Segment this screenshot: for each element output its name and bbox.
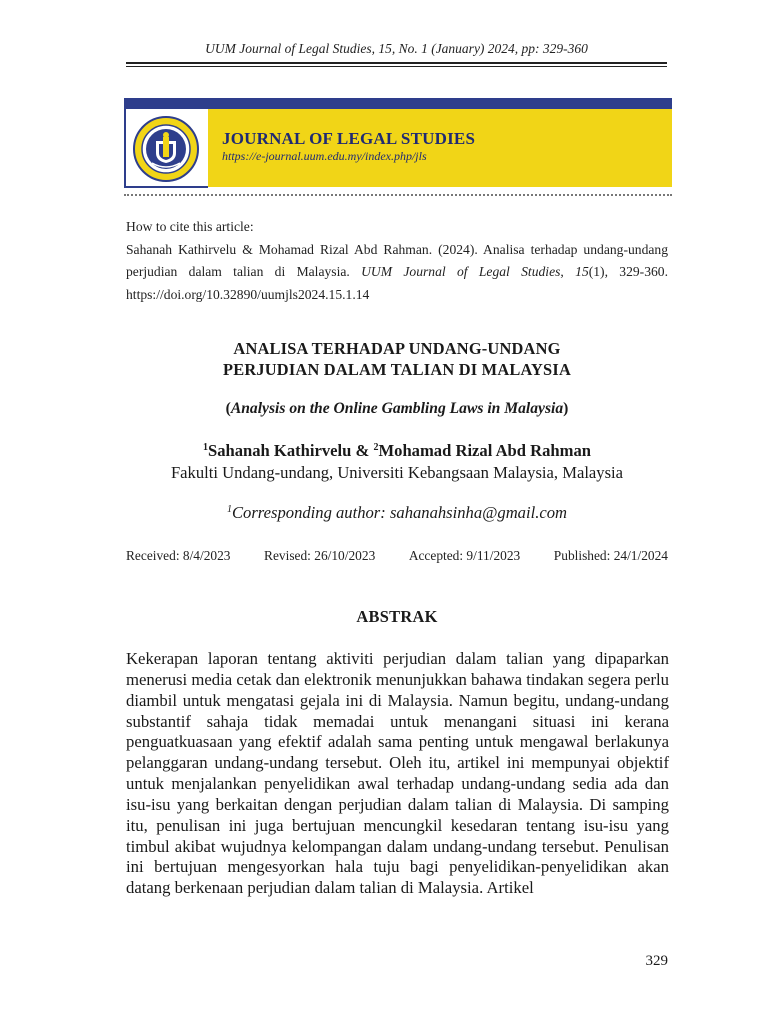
citation-volume: 15 <box>575 264 589 279</box>
subtitle-text: Analysis on the Online Gambling Laws in Malaysia <box>230 400 564 417</box>
citation-doi[interactable]: (1), 329-360. https://doi.org/10.32890/uumjls2024.15.1.14 <box>126 264 669 302</box>
journal-title: JOURNAL OF LEGAL STUDIES <box>222 129 476 148</box>
article-title <box>126 338 668 380</box>
date-published: Published: 24/1/2024 <box>553 548 668 563</box>
journal-url[interactable]: https://e-journal.uum.edu.my/index.php/jls <box>222 149 427 163</box>
header-rule-thin <box>126 66 667 67</box>
header-rule-thick <box>126 62 667 64</box>
university-seal-icon <box>132 115 200 183</box>
citation-journal: UUM Journal of Legal Studies <box>361 264 561 279</box>
abstract-heading: ABSTRAK <box>356 607 438 626</box>
author1-name: Sahanah Kathirvelu & <box>207 441 374 460</box>
abstract-body: Kekerapan laporan tentang aktiviti perjudian dalam talian yang dipaparkan menerusi media cetak dan elektronik menunjukkan bahawa tindakan segera perlu diambil untuk mengatasi gejala ini di Malaysia. Namun begitu, undang-undang substantif sahaja tidak memadai untuk menangani situasi ini kerana penguatkuasaan yang efektif adalah sama penting untuk mengawal berlakunya pelanggaran undang-undang tersebut. Oleh itu, artikel ini mempunyai objektif untuk menjalankan penyelidikan awal terhadap undang-undang sedia ada dan isu-isu yang berkaitan dengan perjudian dalam talian di Malaysia. Di samping itu, penulisan ini juga bertujuan mencungkil kesedaran tentang isu-isu yang timbul akibat wujudnya kelompangan dalam undang-undang tersebut. Penulisan ini bertujuan mengesyorkan hala tuju bagi penyelidikan-penyelidikan akan datang berkenaan perjudian dalam talian di Malaysia. Artikel <box>126 649 669 898</box>
journal-banner <box>124 98 672 189</box>
subtitle-open-paren: ( <box>225 400 231 417</box>
citation-label: How to cite this article: <box>126 219 254 234</box>
citation-authors-title: Sahanah Kathirvelu & Mohamad Rizal Abd Rahman. (2024). Analisa terhadap undang-undang perjudian dalam talian di Malaysia. <box>126 241 668 279</box>
author1-marker: 1 <box>202 442 208 453</box>
corresp-marker: 1 <box>226 504 232 515</box>
banner-logo-area <box>124 109 210 187</box>
author2-name: Mohamad Rizal Abd Rahman <box>378 441 592 460</box>
corresponding-author <box>126 503 668 523</box>
page-number: 329 <box>645 953 668 969</box>
date-received: Received: 8/4/2023 <box>126 548 231 563</box>
banner-title-panel <box>208 109 672 187</box>
subtitle-close-paren: ) <box>563 400 569 417</box>
author2-marker: 2 <box>373 442 379 453</box>
citation-text <box>126 239 668 307</box>
citation-comma: , <box>560 264 576 279</box>
article-title-line2: PERJUDIAN DALAM TALIAN DI MALAYSIA <box>222 360 571 379</box>
citation-block <box>126 216 668 306</box>
date-accepted: Accepted: 9/11/2023 <box>408 548 521 563</box>
article-subtitle <box>126 400 668 418</box>
affiliation: Fakulti Undang-undang, Universiti Kebangsaan Malaysia, Malaysia <box>170 463 624 482</box>
banner-bottom-bar <box>124 186 208 188</box>
banner-top-bar <box>124 98 672 109</box>
article-dates <box>126 548 668 564</box>
running-header: UUM Journal of Legal Studies, 15, No. 1 (January) 2024, pp: 329-360 <box>205 41 588 56</box>
article-title-line1: ANALISA TERHADAP UNDANG-UNDANG <box>233 339 561 358</box>
corresp-text[interactable]: Corresponding author: sahanahsinha@gmail.com <box>231 503 567 522</box>
banner-dotted-divider <box>124 194 672 196</box>
authors-line <box>126 441 668 461</box>
date-revised: Revised: 26/10/2023 <box>264 548 376 563</box>
